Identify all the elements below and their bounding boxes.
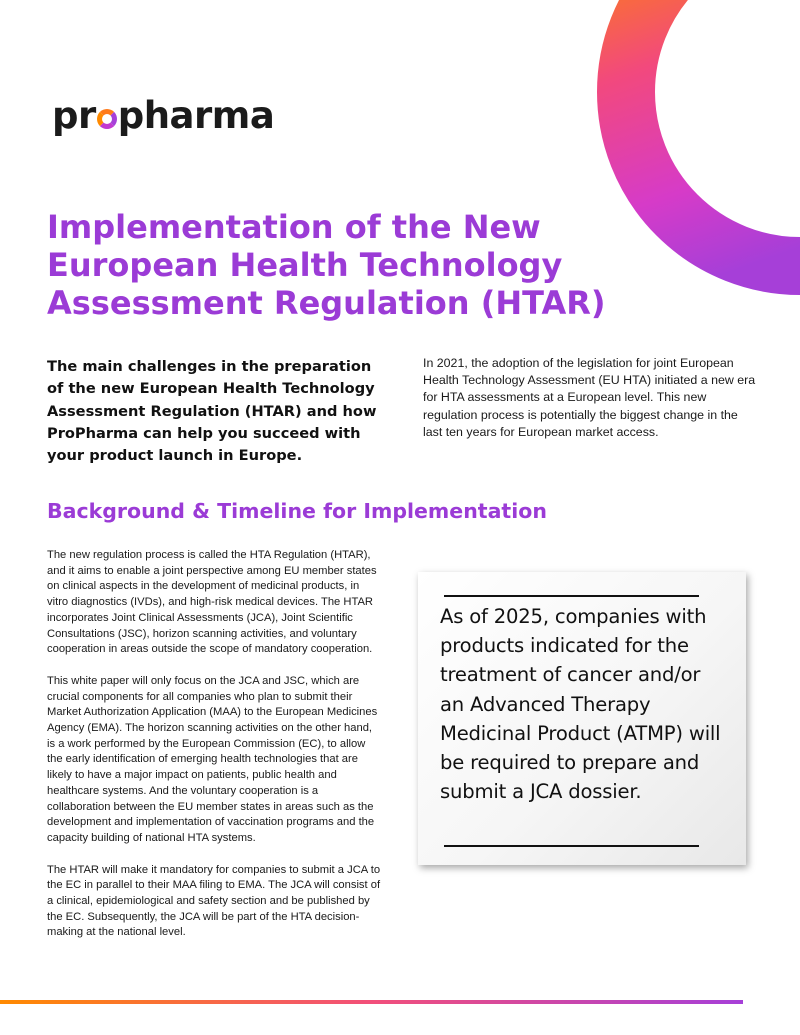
body-paragraph: This white paper will only focus on the JCA and JSC, which are crucial components for all companies who plan to submit their Market Authorization Application (MAA) to the European Medicines Agency (EMA). The horizon scanning activities on the other hand, is a work performed by the European Commission (EC), to allow the early identification of emerging health technologies that are likely to have a major impact on patients, public health and healthcare systems. And the voluntary cooperation is a collaboration between the EU member states in areas such as the development and implementation of vaccination programs and the capacity building of national HTA systems.: [47, 674, 378, 844]
section-heading: Background & Timeline for Implementation: [47, 499, 547, 523]
callout-box: [418, 572, 746, 865]
body-text-column: [47, 548, 382, 957]
propharma-logo: pr pharma: [52, 94, 275, 137]
callout-bottom-rule: [444, 845, 699, 847]
intro-summary: The main challenges in the preparation of the new European Health Technology Assessment Regulation (HTAR) and how ProPharma can help you succeed with your product launch in Europe.: [47, 358, 377, 465]
intro-context: In 2021, the adoption of the legislation for joint European Health Technology Assessment (EU HTA) initiated a new era for HTA assessments at a European level. This new regulation process is potentially the biggest change in the last ten years for European market access.: [423, 356, 756, 439]
callout-text: As of 2025, companies with products indicated for the treatment of cancer and/or an Advanced Therapy Medicinal Product (ATMP) will be required to prepare and submit a JCA dossier.: [440, 605, 721, 804]
logo-ring-icon: [97, 109, 117, 129]
body-paragraph: The HTAR will make it mandatory for companies to submit a JCA to the EC in parallel to their MAA filing to EMA. The JCA will consist of a clinical, epidemiological and safety section and be published by the EC. Subsequently, the JCA will be part of the HTA decision-making at the national level.: [47, 863, 381, 939]
callout-top-rule: [444, 595, 699, 597]
body-paragraph: The new regulation process is called the HTA Regulation (HTAR), and it aims to enable a joint perspective among EU member states on clinical aspects in the development of medicinal products, in vitro diagnostics (IVDs), and high-risk medical devices. The HTAR incorporates Joint Clinical Assessments (JCA), Joint Scientific Consultations (JSC), horizon scanning activities, and voluntary cooperation in areas outside the scope of mandatory cooperation.: [47, 549, 377, 656]
document-title: Implementation of the New European Health Technology Assessment Regulation (HTAR): [47, 208, 606, 322]
footer-gradient-bar: [0, 1000, 743, 1004]
